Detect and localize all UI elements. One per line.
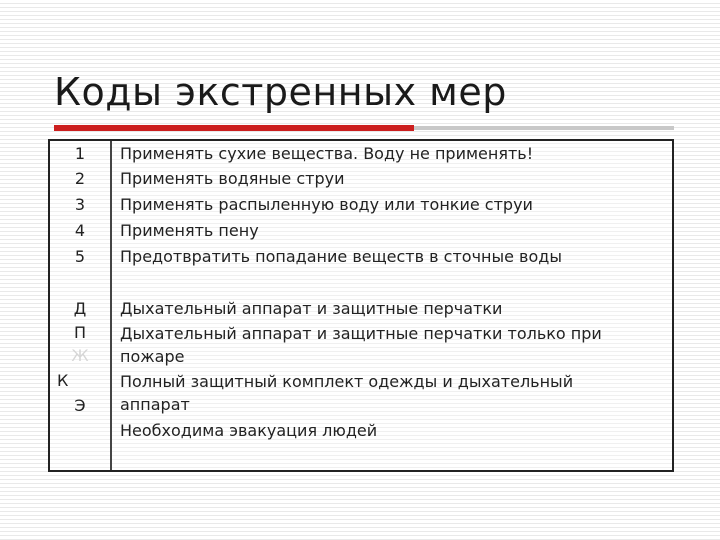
description-4: Применять пену — [120, 221, 259, 240]
description-2: Применять водяные струи — [120, 169, 345, 188]
code-k: К — [57, 371, 69, 390]
description-5: Предотвратить попадание веществ в сточные воды — [120, 247, 562, 266]
slide-title: Коды экстренных мер — [54, 70, 507, 114]
description-e: Необходима эвакуация людей — [120, 421, 378, 440]
description-d: Дыхательный аппарат и защитные перчатки — [120, 299, 503, 318]
title-underline-red — [54, 125, 414, 131]
code-5: 5 — [74, 247, 86, 266]
code-4: 4 — [74, 221, 86, 240]
code-3: 3 — [74, 195, 86, 214]
code-zh: Ж — [71, 346, 89, 365]
codes-table — [48, 139, 674, 472]
code-e: Э — [74, 396, 86, 415]
code-d: Д — [73, 299, 87, 318]
description-p: Дыхательный аппарат и защитные перчатки только при пожаре — [120, 324, 602, 366]
description-3: Применять распыленную воду или тонкие струи — [120, 195, 533, 214]
code-1: 1 — [74, 144, 86, 163]
code-p: П — [73, 323, 87, 342]
table-column-divider — [110, 141, 112, 470]
code-2: 2 — [74, 169, 86, 188]
description-k: Полный защитный комплект одежды и дыхательный аппарат — [120, 372, 574, 414]
description-1: Применять сухие вещества. Воду не применять! — [120, 144, 534, 163]
